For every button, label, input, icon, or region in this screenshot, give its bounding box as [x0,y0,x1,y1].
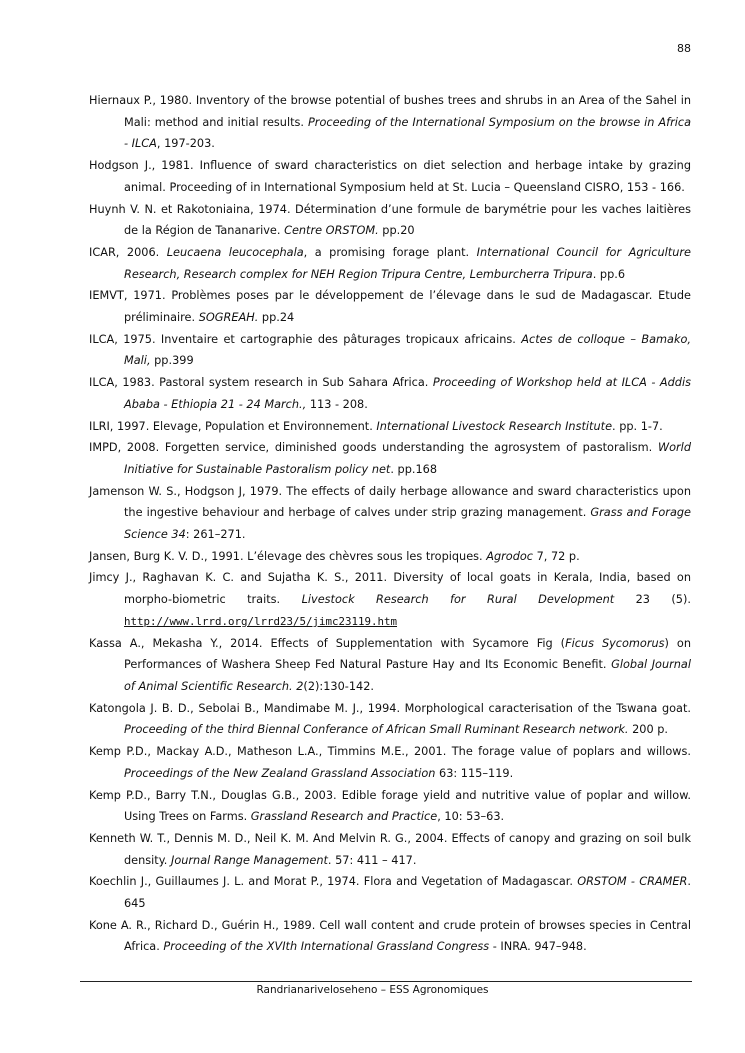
footer-rule [80,981,692,982]
reference-entry: IMPD, 2008. Forgetten service, diminished goods understanding the agrosystem of pastoralism. World Initiative for Sustainable Pastoralism policy net. pp.168 [89,441,691,476]
reference-entry: ICAR, 2006. Leucaena leucocephala, a promising forage plant. International Council for Agriculture Research, Research complex for NEH Region Tripura Centre, Lemburcherra Tripura. pp.6 [89,245,691,281]
reference-entry: ILCA, 1975. Inventaire et cartographie des pâturages tropicaux africains. Actes de colloque – Bamako, Mali, pp.399 [89,332,691,368]
reference-entry: Kassa A., Mekasha Y., 2014. Effects of Supplementation with Sycamore Fig (Ficus Sycomorus) on Performances of Washera Sheep Fed Natural Pasture Hay and Its Economic Benefit. Global Journal of Animal Scientific Research. 2(2):130-142. [89,636,691,693]
reference-entry: ILCA, 1983. Pastoral system research in Sub Sahara Africa. Proceeding of Workshop held at ILCA - Addis Ababa - Ethiopia 21 - 24 March., 113 - 208. [89,376,691,411]
reference-entry: Kenneth W. T., Dennis M. D., Neil K. M. And Melvin R. G., 2004. Effects of canopy and grazing on soil bulk density. Journal Range Management. 57: 411 – 417. [89,831,691,867]
page-number: 88 [677,42,691,55]
reference-entry: Jimcy J., Raghavan K. C. and Sujatha K. S., 2011. Diversity of local goats in Kerala, India, based on morpho-biometric traits. Livestock Research for Rural Development 23 (5). http://www.lrrd.org/lrrd23/5/jimc23119.htm [89,571,691,628]
reference-entry: Jamenson W. S., Hodgson J, 1979. The effects of daily herbage allowance and sward characteristics upon the ingestive behaviour and herbage of calves under strip grazing management. Grass and Forage Science 34: 261–271. [89,484,691,542]
page-footer: Randrianariveloseheno – ESS Agronomiques [256,984,489,996]
reference-entry: ILRI, 1997. Elevage, Population et Environnement. International Livestock Research Institute. pp. 1-7. [89,419,663,433]
reference-entry: Kemp P.D., Barry T.N., Douglas G.B., 2003. Edible forage yield and nutritive value of poplar and willow. Using Trees on Farms. Grassland Research and Practice, 10: 53–63. [89,788,691,824]
reference-entry: Kone A. R., Richard D., Guérin H., 1989. Cell wall content and crude protein of browses species in Central Africa. Proceeding of the XVIth International Grassland Congress - INRA. 947–948. [89,918,691,954]
reference-entry: Koechlin J., Guillaumes J. L. and Morat P., 1974. Flora and Vegetation of Madagascar. ORSTOM - CRAMER. 645 [89,875,691,911]
reference-entry: Jansen, Burg K. V. D., 1991. L’élevage des chèvres sous les tropiques. Agrodoc 7, 72 p. [89,549,580,563]
reference-entry: Huynh V. N. et Rakotoniaina, 1974. Détermination d’une formule de barymétrie pour les vaches laitières de la Région de Tananarive. Centre ORSTOM. pp.20 [89,202,691,238]
reference-list [89,90,691,958]
reference-entry: Katongola J. B. D., Sebolai B., Mandimabe M. J., 1994. Morphological caracterisation of the Tswana goat. Proceeding of the third Biennal Conferance of African Small Ruminant Research network. 200 p. [89,701,691,737]
reference-link[interactable]: http://www.lrrd.org/lrrd23/5/jimc23119.htm [124,614,398,628]
reference-entry: Hiernaux P., 1980. Inventory of the browse potential of bushes trees and shrubs in an Area of the Sahel in Mali: method and initial results. Proceeding of the International Symposium on the browse in Africa - ILCA, 197-203. [89,94,692,151]
reference-entry: Hodgson J., 1981. Influence of sward characteristics on diet selection and herbage intake by grazing animal. Proceeding of in International Symposium held at St. Lucia – Queensland CISRO, 153 - 166. [89,159,691,194]
reference-entry: IEMVT, 1971. Problèmes poses par le développement de l’élevage dans le sud de Madagascar. Etude préliminaire. SOGREAH. pp.24 [89,289,691,325]
reference-entry: Kemp P.D., Mackay A.D., Matheson L.A., Timmins M.E., 2001. The forage value of poplars and willows. Proceedings of the New Zealand Grassland Association 63: 115–119. [89,745,691,780]
